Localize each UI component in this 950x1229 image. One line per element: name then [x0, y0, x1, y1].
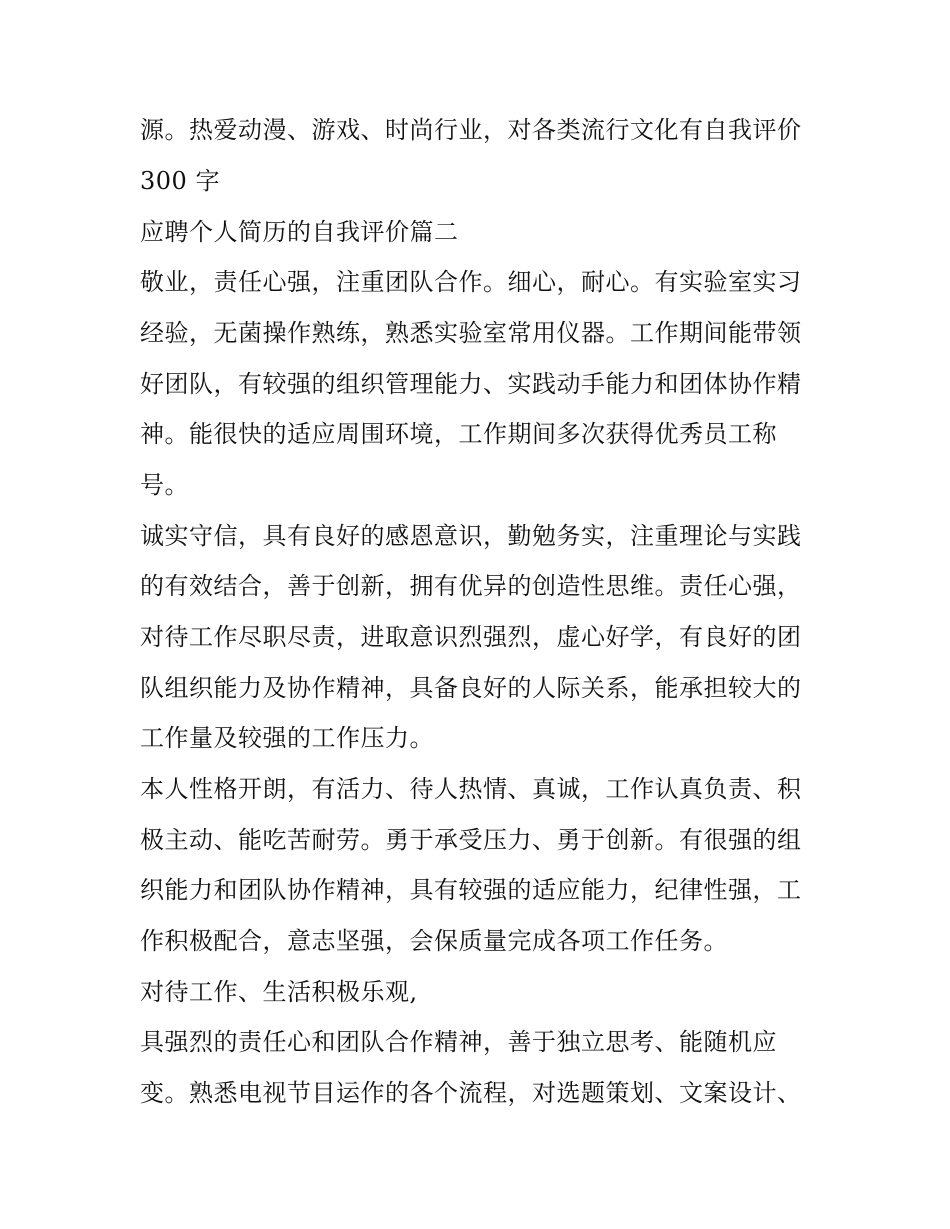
text-line: 号。 [140, 471, 189, 499]
text-line: 极主动、能吃苦耐劳。勇于承受压力、勇于创新。有很强的组 [140, 826, 802, 854]
text-line: 诚实守信，具有良好的感恩意识，勤勉务实，注重理论与实践 [140, 522, 802, 550]
text-line: 敬业，责任心强，注重团队合作。细心，耐心。有实验室实习 [140, 268, 802, 296]
text-line: 织能力和团队协作精神，具有较强的适应能力，纪律性强，工 [140, 876, 802, 904]
text-line: 队组织能力及协作精神，具备良好的人际关系，能承担较大的 [140, 674, 802, 702]
text-line: 工作量及较强的工作压力。 [140, 724, 434, 752]
text-line: 对待工作、生活积极乐观, [140, 978, 418, 1006]
text-line: 本人性格开朗，有活力、待人热情、真诚，工作认真负责、积 [140, 775, 802, 803]
text-line: 经验，无菌操作熟练，熟悉实验室常用仪器。工作期间能带领 [140, 319, 802, 347]
text-line: 的有效结合，善于创新，拥有优异的创造性思维。责任心强， [140, 572, 802, 600]
text-line: 好团队，有较强的组织管理能力、实践动手能力和团体协作精 [140, 370, 802, 398]
text-line: 作积极配合，意志坚强，会保质量完成各项工作任务。 [140, 927, 728, 955]
section-heading: 应聘个人简历的自我评价篇二 [140, 218, 459, 246]
text-line: 对待工作尽职尽责，进取意识烈强烈，虚心好学，有良好的团 [140, 623, 802, 651]
text-line: 具强烈的责任心和团队合作精神，善于独立思考、能随机应 [140, 1028, 777, 1056]
text-line: 神。能很快的适应周围环境，工作期间多次获得优秀员工称 [140, 420, 777, 448]
text-line: 变。熟悉电视节目运作的各个流程，对选题策划、文案设计、 [140, 1079, 802, 1107]
text-line: 源。热爱动漫、游戏、时尚行业，对各类流行文化有自我评价 [140, 116, 802, 144]
text-line: 300 字 [140, 167, 220, 195]
